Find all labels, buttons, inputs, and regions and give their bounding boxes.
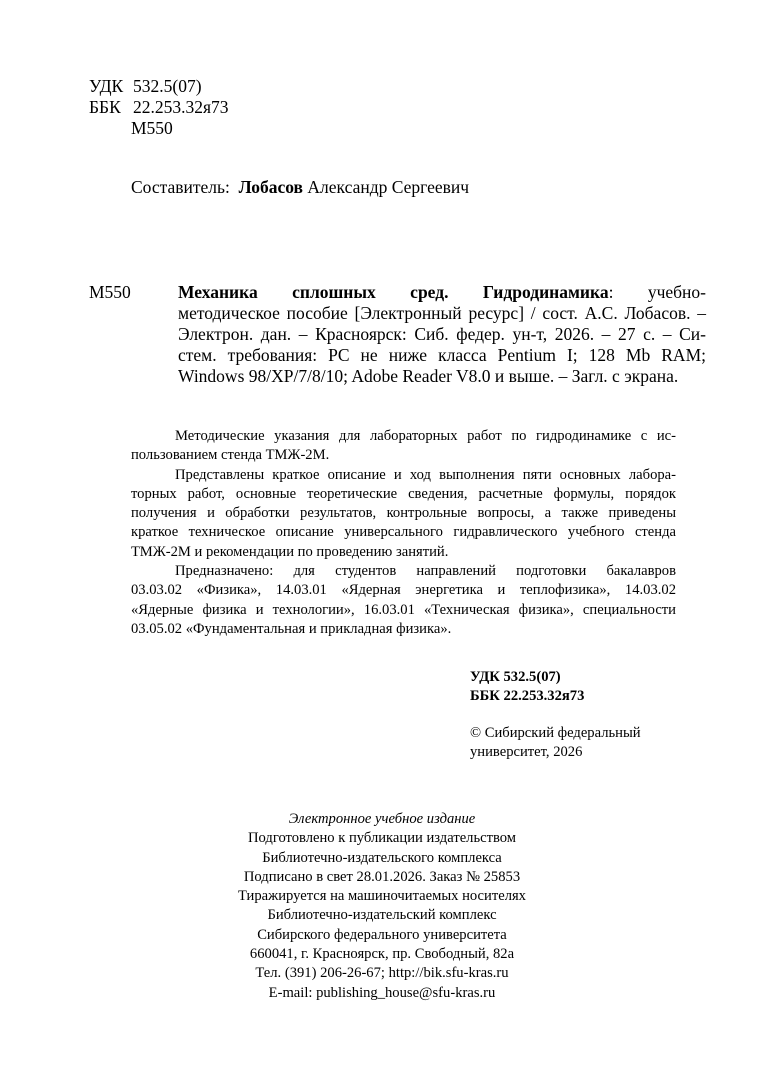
annotation-p1-l1: Методические указания для лабораторных работ по гидродинамике с ис- bbox=[175, 428, 676, 444]
bbk-right: ББК 22.253.32я73 bbox=[470, 688, 585, 705]
bib-line-1-rest: : учебно- bbox=[608, 282, 706, 302]
copyright-line-1: © Сибирский федеральный bbox=[470, 725, 641, 741]
imprint-line-1: Подготовлено к публикации издательством bbox=[247, 830, 517, 847]
annotation-p2-l2: торных работ, основные теоретические сведения, расчетные формулы, порядок bbox=[131, 485, 676, 502]
bib-line-1 bbox=[178, 282, 706, 303]
bib-line-5: Windows 98/XP/7/8/10; Adobe Reader V8.0 и выше. – Загл. с экрана. bbox=[178, 366, 679, 386]
compiler-surname: Лобасов bbox=[238, 177, 304, 197]
bib-line-4: стем. требования: PC не ниже класса Pentium I; 128 Mb RAM; bbox=[178, 345, 706, 365]
imprint-line-3: Подписано в свет 28.01.2026. Заказ № 25853 bbox=[243, 868, 521, 885]
bib-author-code: М550 bbox=[89, 282, 131, 302]
annotation-p1-l2: пользованием стенда ТМЖ-2М. bbox=[131, 447, 330, 464]
author-code: М550 bbox=[131, 118, 173, 138]
copyright bbox=[470, 724, 641, 763]
classification-block bbox=[89, 76, 229, 139]
edition-type: Электронное учебное издание bbox=[288, 811, 476, 827]
annotation-p3-l4: 03.05.02 «Фундаментальная и прикладная физика». bbox=[131, 620, 452, 637]
classification-right bbox=[470, 668, 584, 707]
imprint bbox=[0, 810, 764, 1003]
udk-value: 532.5(07) bbox=[133, 76, 202, 96]
bib-line-3: Электрон. дан. – Красноярск: Сиб. федер. ун-т, 2026. – 27 с. – Си- bbox=[178, 324, 706, 344]
imprint-email: E-mail: publishing_house@sfu-kras.ru bbox=[268, 984, 496, 1001]
imprint-address: 660041, г. Красноярск, пр. Свободный, 82а bbox=[249, 946, 515, 963]
annotation-p3-l1: Предназначено: для студентов направлений подготовки бакалавров bbox=[175, 563, 676, 580]
book-title: Механика сплошных сред. Гидродинамика bbox=[178, 282, 609, 302]
annotation-p2-l3: получения и обработки результатов, контрольные вопросы, а также приведены bbox=[131, 505, 676, 522]
copyright-line-2: университет, 2026 bbox=[470, 744, 583, 761]
imprint-line-4: Тиражируется на машиночитаемых носителях bbox=[238, 888, 526, 905]
annotation-p2-l4: краткое техническое описание универсального гидравлического учебного стенда bbox=[131, 524, 676, 541]
imprint-line-5: Библиотечно-издательский комплекс bbox=[267, 907, 497, 924]
compiler-given-name: Александр Сергеевич bbox=[307, 177, 470, 197]
imprint-line-2: Библиотечно-издательского комплекса bbox=[262, 849, 502, 866]
udk-row bbox=[89, 76, 229, 97]
annotation bbox=[131, 427, 676, 639]
compiler-line bbox=[131, 177, 469, 198]
annotation-p3-l3: «Ядерные физика и технологии», 16.03.01 «Техническая физика», специальности bbox=[131, 601, 676, 618]
annotation-p2-l1: Представлены краткое описание и ход выполнения пяти основных лабора- bbox=[175, 466, 676, 483]
bibliographic-record bbox=[178, 282, 706, 387]
bbk-value: 22.253.32я73 bbox=[133, 97, 229, 117]
udk-label: УДК bbox=[89, 76, 124, 96]
udk-right: УДК 532.5(07) bbox=[470, 669, 561, 685]
imprint-line-6: Сибирского федерального университета bbox=[257, 926, 507, 943]
annotation-p3-l2: 03.03.02 «Физика», 14.03.01 «Ядерная энергетика и теплофизика», 14.03.02 bbox=[131, 582, 676, 599]
compiler-label: Составитель: bbox=[131, 177, 230, 197]
bbk-row bbox=[89, 97, 229, 118]
imprint-phone: Тел. (391) 206-26-67; http://bik.sfu-kras.ru bbox=[255, 965, 509, 982]
bib-line-2: методическое пособие [Электронный ресурс] / сост. А.С. Лобасов. – bbox=[178, 303, 706, 323]
bbk-label: ББК bbox=[89, 97, 121, 117]
annotation-p2-l5: ТМЖ-2М и рекомендации по проведению занятий. bbox=[131, 543, 449, 560]
